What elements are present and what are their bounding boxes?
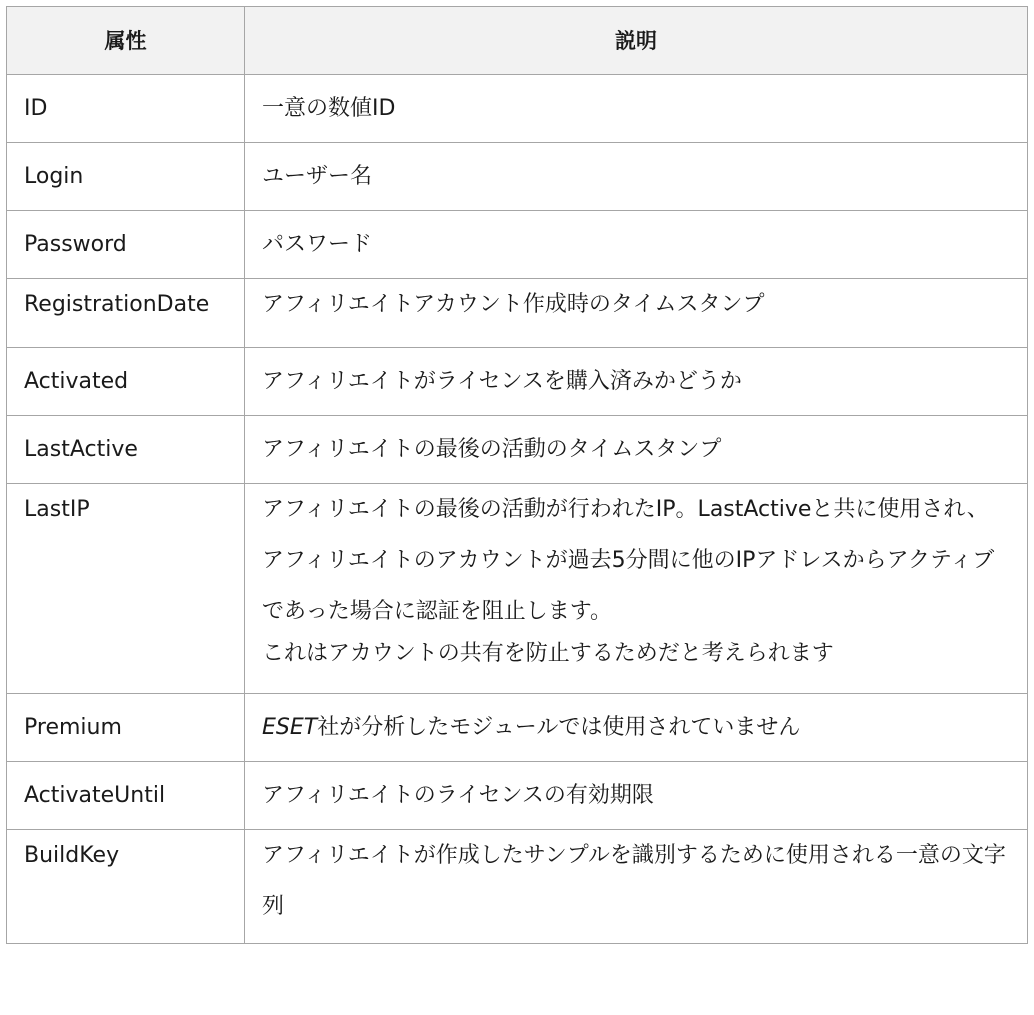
table-row <box>7 484 1028 694</box>
table-row <box>7 830 1028 944</box>
description-cell: アフィリエイトのライセンスの有効期限 <box>245 762 1028 830</box>
attribute-text: LastIP <box>24 497 90 522</box>
attribute-cell: ActivateUntil <box>7 762 245 830</box>
attribute-cell: Activated <box>7 348 245 416</box>
description-cell: アフィリエイトの最後の活動のタイムスタンプ <box>245 416 1028 484</box>
description-cell <box>245 830 1028 944</box>
header-attribute: 属性 <box>7 7 245 75</box>
description-text: 社が分析したモジュールでは使用されていません <box>317 715 801 740</box>
brand-name: ESET <box>262 715 318 740</box>
table-row <box>7 75 1028 143</box>
table-row <box>7 416 1028 484</box>
attribute-cell: Premium <box>7 694 245 762</box>
table-row <box>7 762 1028 830</box>
description-cell: 一意の数値ID <box>245 75 1028 143</box>
description-text-line2: これはアカウントの共有を防止するためだと考えられます <box>262 641 834 666</box>
description-cell <box>245 279 1028 348</box>
attribute-table <box>6 6 1028 944</box>
description-cell: アフィリエイトがライセンスを購入済みかどうか <box>245 348 1028 416</box>
description-cell <box>245 484 1028 694</box>
attribute-cell: LastActive <box>7 416 245 484</box>
description-text: アフィリエイトの最後の活動が行われたIP。LastActiveと共に使用され、アフィリエイトのアカウントが過去5分間に他のIPアドレスからアクティブであった場合に認証を阻止します。 <box>262 497 995 624</box>
description-cell <box>245 694 1028 762</box>
attribute-cell: Password <box>7 211 245 279</box>
table-row <box>7 694 1028 762</box>
description-cell: ユーザー名 <box>245 143 1028 211</box>
attribute-text: RegistrationDate <box>24 292 210 317</box>
attribute-cell: Login <box>7 143 245 211</box>
attribute-cell: ID <box>7 75 245 143</box>
attribute-text: BuildKey <box>24 843 120 868</box>
table-row <box>7 348 1028 416</box>
description-text: アフィリエイトが作成したサンプルを識別するために使用される一意の文字列 <box>262 843 1006 919</box>
attribute-cell <box>7 484 245 694</box>
table-row <box>7 279 1028 348</box>
description-cell: パスワード <box>245 211 1028 279</box>
attribute-cell <box>7 830 245 944</box>
table-row <box>7 211 1028 279</box>
table-header-row <box>7 7 1028 75</box>
header-description: 説明 <box>245 7 1028 75</box>
table-row <box>7 143 1028 211</box>
description-text: アフィリエイトアカウント作成時のタイムスタンプ <box>262 292 765 317</box>
attribute-cell <box>7 279 245 348</box>
